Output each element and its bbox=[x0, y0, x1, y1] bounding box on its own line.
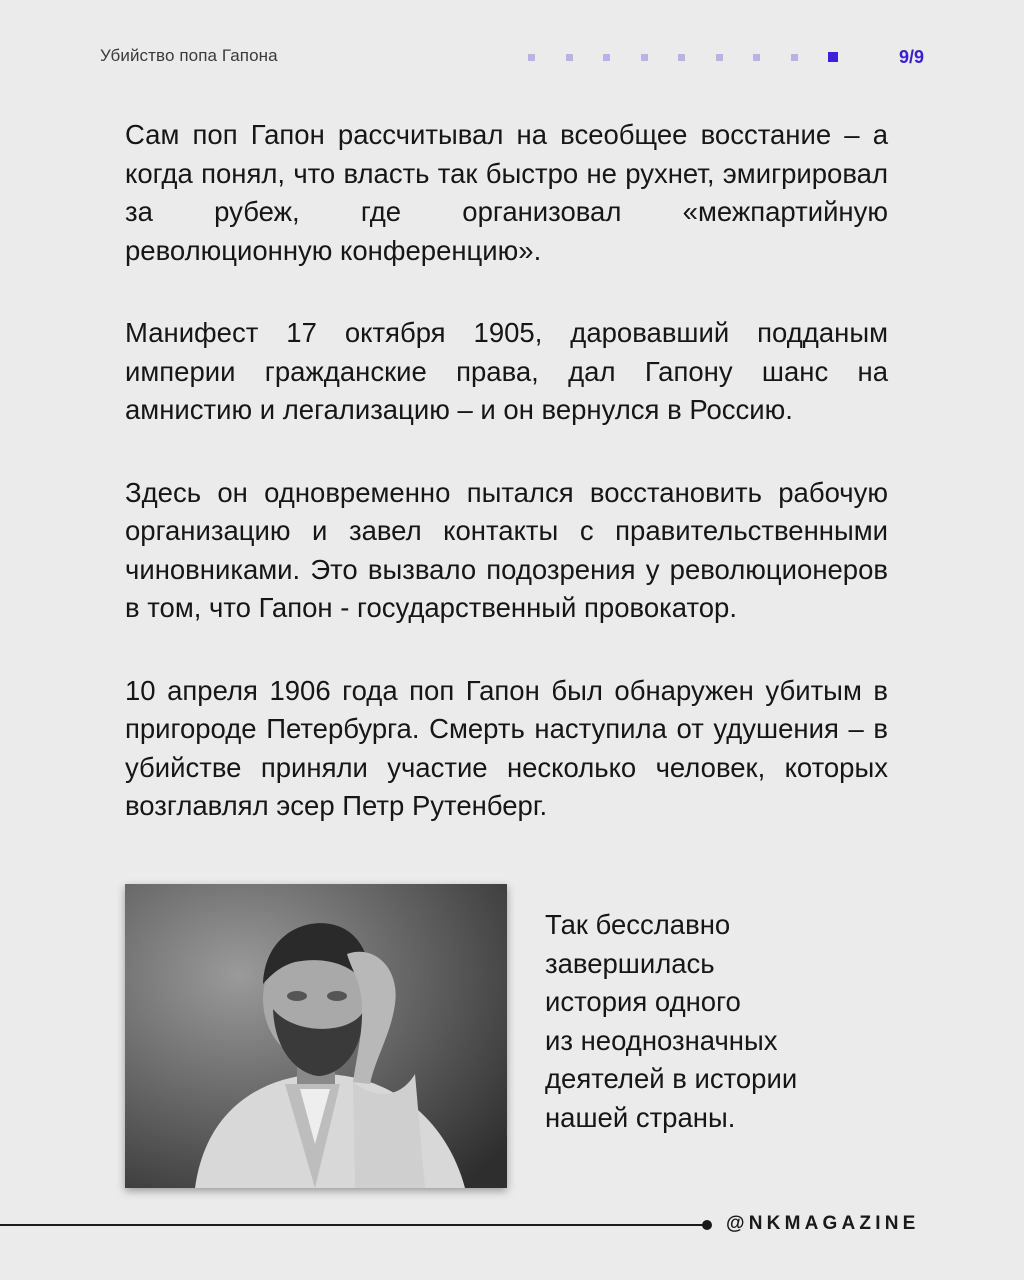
progress-dot-active bbox=[828, 52, 838, 62]
paragraph-1: Сам поп Гапон рассчитывал на всеобщее восстание – а когда понял, что власть так быстро не рухнет, эмигрировал за рубеж, где организовал «межпартийную революционную конференцию». bbox=[125, 119, 888, 266]
progress-dot bbox=[753, 54, 760, 61]
progress-dot bbox=[603, 54, 610, 61]
closing-line: история одного bbox=[545, 986, 741, 1017]
closing-text bbox=[545, 906, 845, 1137]
portrait-illustration bbox=[125, 884, 507, 1188]
page-number: 9/9 bbox=[898, 47, 924, 67]
closing-line: из неоднозначных bbox=[545, 1024, 778, 1056]
closing-line: Так бесславно bbox=[545, 909, 731, 940]
progress-dot bbox=[678, 54, 685, 61]
progress-dot bbox=[528, 54, 535, 61]
magazine-handle[interactable]: @NKMAGAZINE bbox=[726, 1213, 920, 1234]
closing-line: нашей страны. bbox=[545, 1101, 736, 1133]
footer-dot bbox=[702, 1220, 712, 1230]
series-title: Убийство попа Гапона bbox=[100, 46, 278, 65]
closing-line: деятелей в истории bbox=[545, 1063, 798, 1094]
portrait-photo bbox=[125, 884, 507, 1188]
progress-dot bbox=[566, 54, 573, 61]
progress-dot bbox=[791, 54, 798, 61]
article-body bbox=[125, 116, 888, 870]
paragraph-4: 10 апреля 1906 года поп Гапон был обнаружен убитым в пригороде Петербурга. Смерть наступила от удушения – в убийстве приняли участие несколько человек, которых возглавлял эсер Петр Рутенберг. bbox=[125, 674, 888, 821]
header bbox=[100, 44, 924, 70]
progress-dot bbox=[641, 54, 648, 61]
paragraph-3: Здесь он одновременно пытался восстановить рабочую организацию и завел контакты с правительственными чиновниками. Это вызвало подозрения у революционеров в том, что Гапон - государственный провокатор. bbox=[125, 476, 888, 623]
progress-dot bbox=[716, 54, 723, 61]
closing-line: завершилась bbox=[545, 947, 715, 979]
footer-divider bbox=[0, 1224, 707, 1226]
slide-progress-indicator bbox=[528, 52, 838, 62]
paragraph-2: Манифест 17 октября 1905, даровавший подданым империи гражданские права, дал Гапону шанс на амнистию и легализацию – и он вернулся в Россию. bbox=[125, 317, 888, 425]
figure-row bbox=[125, 884, 888, 1188]
